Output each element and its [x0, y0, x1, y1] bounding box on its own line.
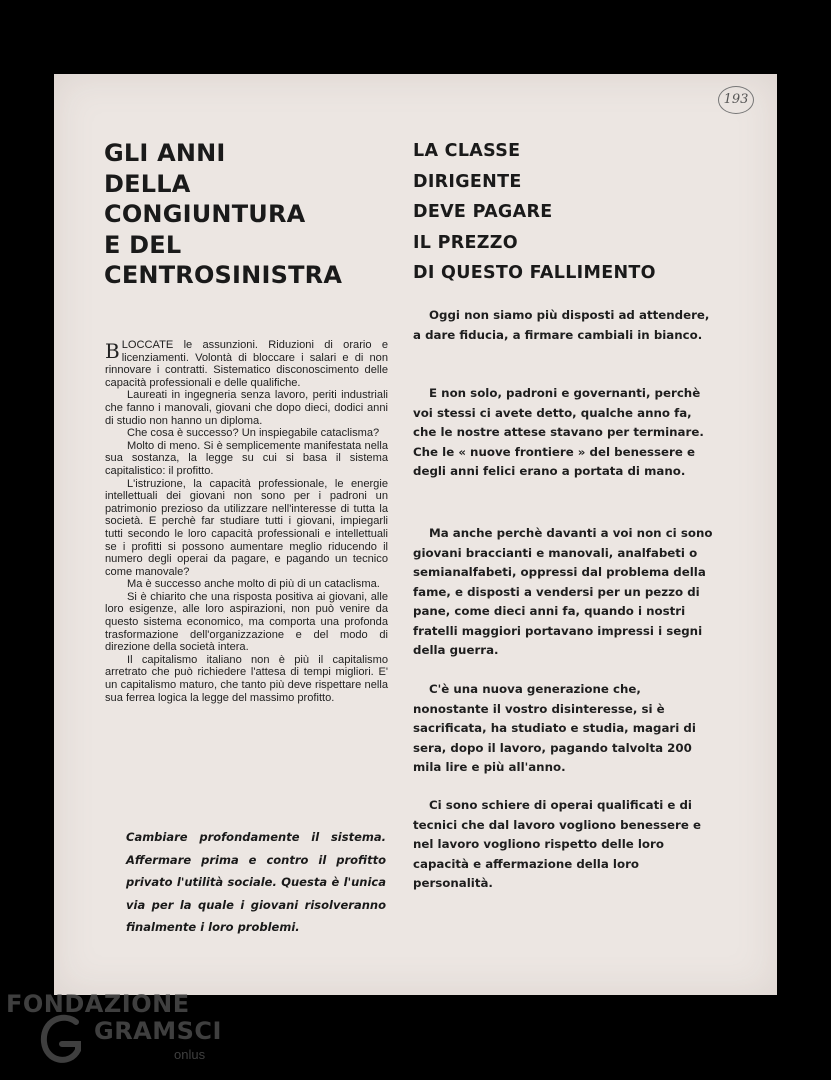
body-paragraph: E non solo, padroni e governanti, perchè voi stessi ci avete detto, qualche anno fa, che le nostre attese stavano per terminare. Che le « nuove frontiere » del benessere e degli anni felici erano a portata di mano. — [413, 386, 704, 478]
body-paragraph — [105, 339, 388, 389]
body-paragraph: L'istruzione, la capacità professionale, le energie intellettuali dei giovani non sono per i padroni un patrimonio prezioso da utilizzare nell'interesse di tutta la società. E perchè far studiare tutti i giovani, impiegarli tutti secondo le loro capacità professionali e intellettuali se i profitti si possono aumentare meglio riducendo il numero degli operai da pagare, e pagando un tecnico come manovale? — [105, 477, 388, 578]
body-paragraph: Ma è successo anche molto di più di un cataclisma. — [127, 578, 380, 591]
watermark-line-1: FONDAZIONE — [6, 990, 190, 1018]
body-paragraph: Il capitalismo italiano non è più il capitalismo arretrato che può richiedere l'attesa di tempi migliori. E' un capitalismo maturo, che tanto più deve rispettare nella sua ferrea logica la legge del massimo profitto. — [105, 653, 388, 704]
left-headline — [104, 138, 364, 291]
right-headline — [413, 136, 713, 289]
body-paragraph: Si è chiarito che una risposta positiva ai giovani, alle loro esigenze, alle loro aspirazioni, non può venire da questo sistema economico, ma comporta una profonda trasformazione dell'organizzazione e del modo di direzione della società intera. — [105, 590, 388, 654]
left-headline-line: E DEL — [104, 230, 182, 259]
fondazione-gramsci-watermark — [6, 990, 236, 1075]
right-headline-line: DIRIGENTE — [413, 171, 522, 192]
right-headline-line: IL PREZZO — [413, 232, 518, 253]
left-column-body — [105, 339, 388, 704]
watermark-line-2: GRAMSCI — [94, 1017, 222, 1045]
left-headline-line: GLI ANNI — [104, 139, 226, 167]
body-paragraph: Laureati in ingegneria senza lavoro, periti industriali che fanno i manovali, giovani che dopo dieci, dodici anni di studio non hanno un diploma. — [105, 389, 388, 427]
body-paragraph: C'è una nuova generazione che, nonostante il vostro disinteresse, si è sacrificata, ha studiato e studia, magari di sera, dopo il lavoro, pagando talvolta 200 mila lire e più all'anno. — [413, 682, 696, 774]
body-paragraph: Ma anche perchè davanti a voi non ci sono giovani braccianti e manovali, analfabeti o semianalfabeti, oppressi dal problema della fame, e disposti a vendersi per un pezzo di pane, come dieci anni fa, quando i nostri fratelli maggiori portavano impressi i segni della guerra. — [413, 526, 713, 657]
left-headline-line: DELLA — [104, 169, 191, 198]
drop-cap: B — [105, 339, 120, 363]
paragraph-text: LOCCATE le assunzioni. Riduzioni di orario e licenziamenti. Volontà di bloccare i salari e di non rinnovare i contratti. Sistematico disconoscimento delle capacità professionali e delle qualifiche. — [105, 339, 388, 389]
right-headline-line: DEVE PAGARE — [413, 202, 553, 222]
body-paragraph: Ci sono schiere di operai qualificati e di tecnici che dal lavoro vogliono benessere e nel lavoro vogliono rispetto delle loro capacità e affermazione della loro personalità. — [413, 798, 701, 890]
left-headline-line: CONGIUNTURA — [104, 200, 306, 228]
closing-statement: Cambiare profondamente il sistema. Affermare prima e contro il profitto privato l'utilità sociale. Questa è l'unica via per la quale i giovani risolveranno finalmente i loro problemi. — [126, 830, 386, 935]
g-swirl-icon — [36, 1010, 86, 1070]
right-headline-line: DI QUESTO FALLIMENTO — [413, 263, 656, 283]
body-paragraph: Che cosa è successo? Un inspiegabile cataclisma? — [127, 427, 380, 440]
right-headline-line: LA CLASSE — [413, 141, 521, 161]
body-paragraph: Molto di meno. Si è semplicemente manifestata nella sua sostanza, la legge su cui si basa il sistema capitalistico: il profitto. — [105, 439, 388, 477]
body-paragraph: Oggi non siamo più disposti ad attendere, a dare fiducia, a firmare cambiali in bianco. — [413, 308, 710, 342]
watermark-line-3: onlus — [174, 1047, 206, 1062]
page-number-stamp: 193 — [718, 86, 754, 114]
left-headline-line: CENTROSINISTRA — [104, 261, 343, 289]
